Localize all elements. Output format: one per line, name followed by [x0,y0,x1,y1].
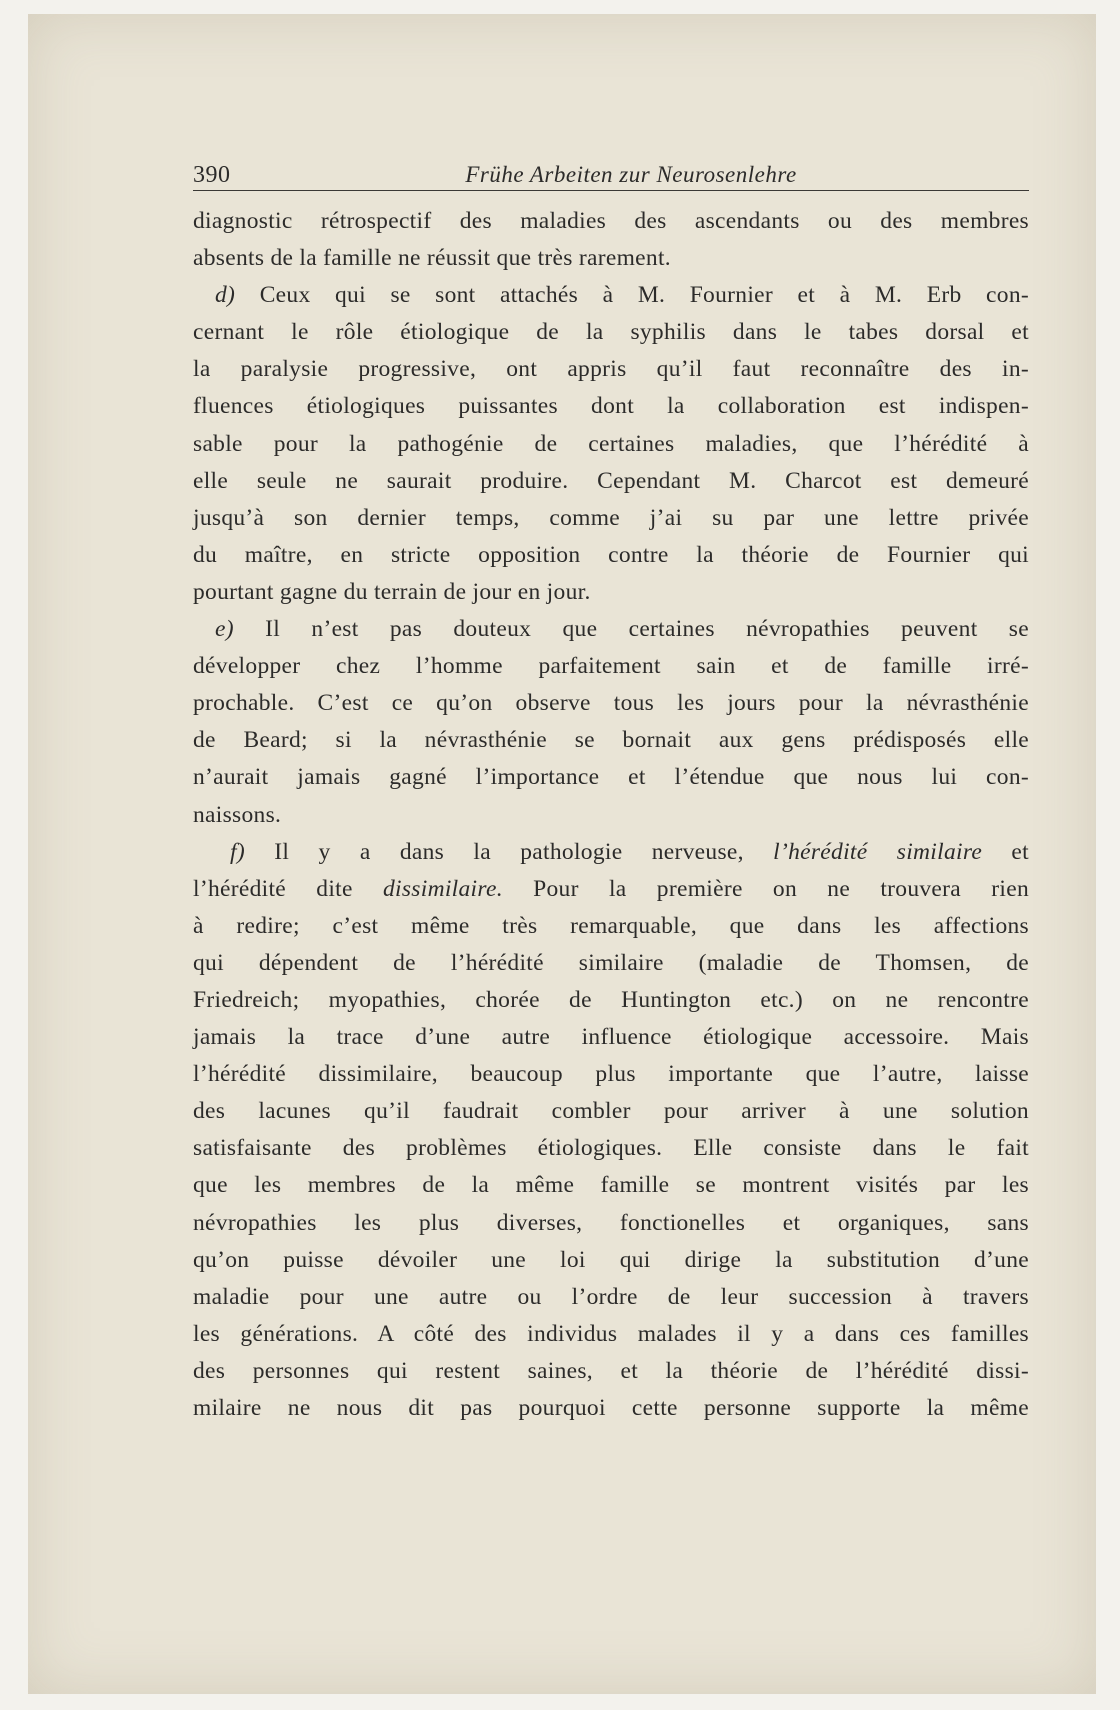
paragraph-e-start: e) Il n’est pas douteux que certaines névropathies peuvent se [215,616,1029,643]
body-text [193,203,1029,1427]
text-line: les générations. A côté des individus malades il y a dans ces familles [193,1320,1029,1347]
text-line: du maître, en stricte opposition contre la théorie de Fournier qui [193,541,1029,568]
paragraph-label-d: d) [215,282,236,309]
text-line: de Beard; si la névrasthénie se bornait aux gens prédisposés elle [193,727,1029,754]
text-line: satisfaisante des problèmes étiologiques. Elle consiste dans le fait [193,1135,1029,1162]
emphasis-term: l’hérédité similaire [773,838,983,865]
text-line: que les membres de la même famille se montrent visités par les [193,1172,1029,1199]
text-line: maladie pour une autre ou l’ordre de leur succession à travers [193,1283,1029,1310]
text-line: jusqu’à son dernier temps, comme j’ai su par une lettre privée [193,504,1029,531]
text-line: elle seule ne saurait produire. Cependant M. Charcot est demeuré [193,467,1029,494]
text-line: jamais la trace d’une autre influence étiologique accessoire. Mais [193,1024,1029,1051]
text-line: l’hérédité dissimilaire, beaucoup plus importante que l’autre, laisse [193,1061,1029,1088]
text-line: des lacunes qu’il faudrait combler pour arriver à une solution [193,1098,1029,1125]
text-line: cernant le rôle étiologique de la syphilis dans le tabes dorsal et [193,319,1029,346]
text-line: milaire ne nous dit pas pourquoi cette personne supporte la même [193,1395,1029,1421]
page-number: 390 [193,162,231,188]
text-line: sable pour la pathogénie de certaines maladies, que l’hérédité à [193,430,1029,457]
text-line: absents de la famille ne réussit que très rarement. [193,245,671,272]
text-line: prochable. C’est ce qu’on observe tous les jours pour la névrasthénie [193,690,1029,717]
text-line: à redire; c’est même très remarquable, que dans les affections [193,912,1029,939]
text-line: qui dépendent de l’hérédité similaire (maladie de Thomsen, de [193,949,1029,976]
text-line: naissons. [193,801,282,828]
text-line: l’hérédité dite dissimilaire. Pour la première on ne trouvera rien [193,875,1029,902]
text-line: fluences étiologiques puissantes dont la collaboration est indispen- [193,393,1029,420]
text-line: qu’on puisse dévoiler une loi qui dirige la substitution d’une [193,1246,1029,1273]
running-head [193,150,1029,191]
paragraph-label-f: f) [230,838,245,865]
emphasis-term: dissimilaire. [382,875,503,902]
text-line: des personnes qui restent saines, et la théorie de l’hérédité dissi- [193,1357,1029,1384]
text-line: Friedreich; myopathies, chorée de Huntington etc.) on ne rencontre [193,986,1029,1013]
paragraph-f-start: f) Il y a dans la pathologie nerveuse, l’hérédité similaire et [230,838,1029,865]
text-line: névropathies les plus diverses, fonctionelles et organiques, sans [193,1209,1029,1236]
paragraph-label-e: e) [215,616,234,643]
paragraph-d-start: d) Ceux qui se sont attachés à M. Fournier et à M. Erb con- [215,282,1029,309]
text-line: n’aurait jamais gagné l’importance et l’étendue que nous lui con- [193,764,1029,791]
text-line: diagnostic rétrospectif des maladies des ascendants ou des membres [193,208,1029,234]
page-content [193,150,1029,1427]
running-title: Frühe Arbeiten zur Neurosenlehre [465,162,797,187]
text-line: développer chez l’homme parfaitement sain et de famille irré- [193,653,1029,680]
text-line: pourtant gagne du terrain de jour en jour. [193,578,591,605]
text-line: la paralysie progressive, ont appris qu’il faut reconnaître des in- [193,356,1029,383]
